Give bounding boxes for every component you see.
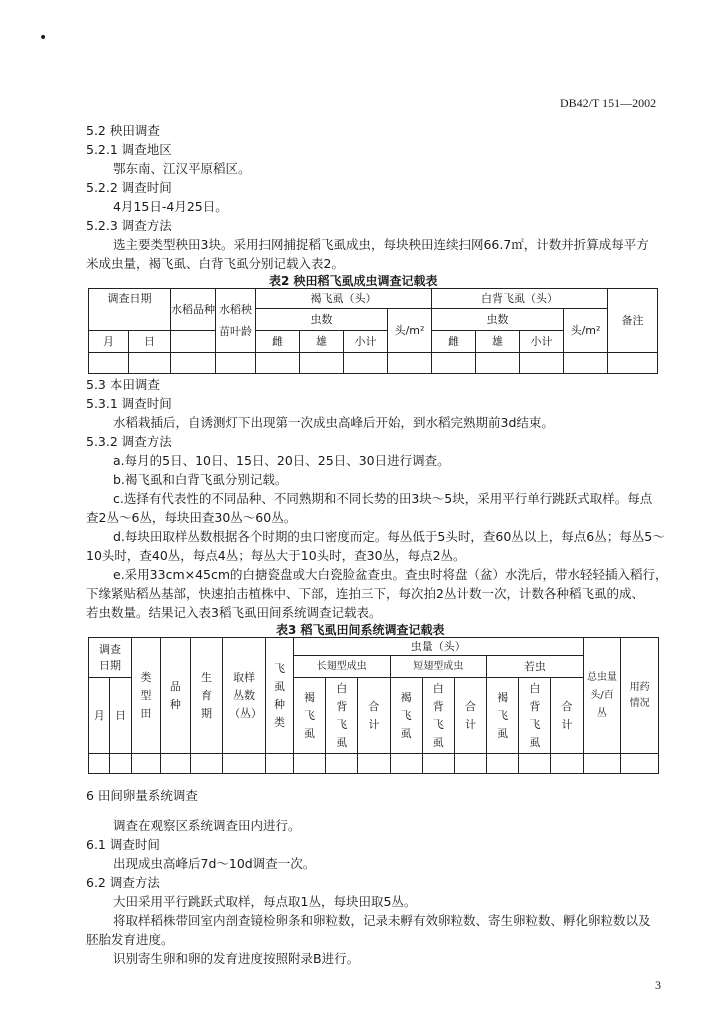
t3-type-field-label: 类型田 [140, 670, 152, 720]
t2-empty-cell [520, 353, 564, 374]
t2-wbph-per-m2: 头/m² [564, 309, 608, 353]
t3-nymph-header: 若虫 [487, 656, 584, 678]
section-5-3-1-text: 水稻栽插后，自诱测灯下出现第一次成虫高峰后开始，到水稻完熟期前3d结束。 [113, 415, 554, 430]
item-e-line-1: e.采用33cm×45cm的白搪瓷盘或大白瓷脸盆查虫。查虫时将盘（盆）水洗后，带水轻轻插入稻行， [113, 567, 668, 582]
section-5-2-title: 5.2 秧田调查 [86, 123, 160, 138]
t2-empty-cell [89, 353, 129, 374]
table3-caption: 表3 稻飞虱田间系统调查记载表 [276, 623, 445, 637]
page-number: 3 [655, 978, 661, 992]
t3-clumps-label: 取样丛数（丛） [229, 670, 263, 720]
t2-empty-cell [256, 353, 300, 374]
t2-day-header: 日 [129, 331, 171, 353]
t2-wbph-male: 雄 [476, 331, 520, 353]
t3-empty-cell [190, 754, 222, 774]
table2 [88, 288, 658, 374]
t2-empty-cell [171, 353, 216, 374]
t3-empty-cell [583, 754, 621, 774]
t3-long-brown [293, 678, 325, 754]
t3-nymph-total [551, 678, 583, 754]
t2-wbph-header: 白背飞虱（头） [432, 289, 608, 309]
item-e-line-2: 下缘紧贴稻丛基部，快速拍击植株中、下部，连拍三下，每次拍2丛计数一次，计数各种稻飞虱的成、 [86, 586, 644, 601]
t3-long-white-label: 白背飞虱 [336, 681, 348, 749]
t3-empty-cell [110, 754, 131, 774]
t2-date-header: 调查日期 [89, 289, 171, 331]
t3-species-label: 飞虱种类 [273, 661, 285, 729]
t3-day-header: 日 [110, 678, 131, 754]
table2-caption: 表2 秧田稻飞虱成虫调查记载表 [269, 274, 438, 288]
t3-short-white [422, 678, 454, 754]
section-5-2-3-text-1: 选主要类型秧田3块。采用扫网捕捉稻飞虱成虫，每块秧田连续扫网66.7㎡，计数并折算成每平方 [113, 237, 649, 252]
item-d-line-1: d.每块田取样丛数根据各个时期的虫口密度而定。每丛低于5头时，查60丛以上，每点6丛；每丛5～ [113, 529, 665, 544]
t3-total-label: 总虫量头/百丛 [586, 671, 617, 719]
section-5-3-title: 5.3 本田调查 [86, 377, 160, 392]
t3-empty-cell [621, 754, 659, 774]
t3-stage-label: 生育期 [201, 670, 213, 720]
t3-empty-cell [223, 754, 266, 774]
section-5-2-1-text: 鄂东南、江汉平原稻区。 [113, 161, 251, 176]
t3-empty-cell [266, 754, 294, 774]
t3-empty-cell [519, 754, 551, 774]
t3-nymph-total-label: 合计 [561, 699, 573, 731]
t3-empty-cell [551, 754, 583, 774]
t3-empty-cell [487, 754, 519, 774]
section-6-2-title: 6.2 调查方法 [86, 875, 160, 890]
t3-short-total [454, 678, 486, 754]
t2-wbph-subtotal: 小计 [520, 331, 564, 353]
t3-variety-label: 品种 [169, 679, 181, 711]
t2-empty-cell [344, 353, 388, 374]
section-5-3-1-title: 5.3.1 调查时间 [86, 396, 172, 411]
item-d-line-2: 10头时，查40丛，每点4丛；每丛大于10头时，查30丛，每点2丛。 [86, 548, 466, 563]
item-c-line-2: 查2丛～6丛，每块田查30丛～60丛。 [86, 510, 297, 525]
t3-total-header [583, 638, 621, 754]
t3-empty-cell [422, 754, 454, 774]
section-5-2-2-text: 4月15日-4月25日。 [113, 199, 228, 214]
t3-variety-header [160, 638, 190, 754]
t3-pop-header: 虫量（头） [293, 638, 583, 656]
t2-wbph-female: 雌 [432, 331, 476, 353]
t3-empty-cell [131, 754, 160, 774]
t3-empty-cell [454, 754, 486, 774]
t2-empty-cell [129, 353, 171, 374]
t3-long-wing-header: 长翅型成虫 [293, 656, 390, 678]
t3-empty-cell [390, 754, 422, 774]
t3-empty-cell [89, 754, 110, 774]
t3-month-header: 月 [89, 678, 110, 754]
t3-nymph-brown [487, 678, 519, 754]
section-5-2-2-title: 5.2.2 调查时间 [86, 180, 172, 195]
section-5-2-1-title: 5.2.1 调查地区 [86, 142, 172, 157]
t3-nymph-brown-label: 褐飞虱 [497, 690, 509, 740]
t3-long-white [326, 678, 358, 754]
t3-empty-cell [160, 754, 190, 774]
t3-type-field-header [131, 638, 160, 754]
section-6-1-title: 6.1 调查时间 [86, 837, 160, 852]
table3 [88, 637, 659, 774]
scan-dot: • [39, 30, 48, 46]
t3-date-label: 调查日期 [98, 642, 121, 672]
t2-month-header: 月 [89, 331, 129, 353]
section-6-2-text-3: 识别寄生卵和卵的发育进度按照附录B进行。 [113, 951, 360, 966]
t3-stage-header [190, 638, 222, 754]
t3-date-header [89, 638, 132, 678]
t3-species-header [266, 638, 294, 754]
section-5-3-2-title: 5.3.2 调查方法 [86, 434, 172, 449]
t2-bph-header: 褐飞虱（头） [256, 289, 432, 309]
t3-empty-cell [293, 754, 325, 774]
t3-long-total-label: 合计 [368, 699, 380, 731]
item-c-line-1: c.选择有代表性的不同品种、不同熟期和不同长势的田3块～5块，采用平行单行跳跃式取样。每点 [113, 491, 653, 506]
t2-variety-header: 水稻品种 [171, 289, 216, 331]
t2-empty-cell [388, 353, 432, 374]
t2-empty-cell [476, 353, 520, 374]
section-6-1-text: 出现成虫高峰后7d～10d调查一次。 [113, 856, 316, 871]
t2-empty-cell [608, 353, 658, 374]
t3-short-white-label: 白背飞虱 [432, 681, 444, 749]
t2-empty-cell [432, 353, 476, 374]
t3-nymph-white-label: 白背飞虱 [529, 681, 541, 749]
t2-variety-blank [171, 331, 216, 353]
section-5-2-3-title: 5.2.3 调查方法 [86, 218, 172, 233]
t2-bph-male: 雄 [300, 331, 344, 353]
t3-nymph-white [519, 678, 551, 754]
t3-empty-cell [326, 754, 358, 774]
t2-bph-count: 虫数 [256, 309, 388, 331]
t2-bph-per-m2: 头/m² [388, 309, 432, 353]
t3-pesticide-label: 用药情况 [629, 681, 650, 709]
t3-pesticide-header [621, 638, 659, 754]
section-6-2-text-2b: 胚胎发育进度。 [86, 932, 174, 947]
section-5-2-3-text-2: 米成虫量，褐飞虱、白背飞虱分别记载入表2。 [86, 256, 344, 271]
t2-wbph-count: 虫数 [432, 309, 564, 331]
section-6-intro: 调查在观察区系统调查田内进行。 [113, 818, 301, 833]
t3-empty-cell [358, 754, 390, 774]
t3-long-brown-label: 褐飞虱 [304, 690, 316, 740]
t3-short-brown [390, 678, 422, 754]
t2-empty-cell [216, 353, 256, 374]
t3-short-wing-header: 短翅型成虫 [390, 656, 487, 678]
t2-empty-cell [300, 353, 344, 374]
t3-short-brown-label: 褐飞虱 [400, 690, 412, 740]
t3-short-total-label: 合计 [464, 699, 476, 731]
item-e-line-3: 若虫数量。结果记入表3稻飞虱田间系统调查记载表。 [86, 605, 382, 620]
section-6-2-text-1: 大田采用平行跳跃式取样，每点取1丛，每块田取5丛。 [113, 894, 417, 909]
t2-bph-female: 雌 [256, 331, 300, 353]
item-a: a.每月的5日、10日、15日、20日、25日、30日进行调查。 [113, 453, 450, 468]
t2-empty-cell [564, 353, 608, 374]
t2-leaf-age-header: 水稻秧苗叶龄 [216, 289, 256, 353]
t2-remarks-header: 备注 [608, 289, 658, 353]
standard-number: DB42/T 151—2002 [560, 96, 657, 110]
t3-clumps-header [223, 638, 266, 754]
section-6-2-text-2a: 将取样稻株带回室内剖查镜检卵条和卵粒数，记录未孵有效卵粒数、寄生卵粒数、孵化卵粒数以及 [113, 913, 651, 928]
t3-long-total [358, 678, 390, 754]
section-6-title: 6 田间卵量系统调查 [86, 788, 198, 803]
t2-bph-subtotal: 小计 [344, 331, 388, 353]
item-b: b.褐飞虱和白背飞虱分别记载。 [113, 472, 288, 487]
